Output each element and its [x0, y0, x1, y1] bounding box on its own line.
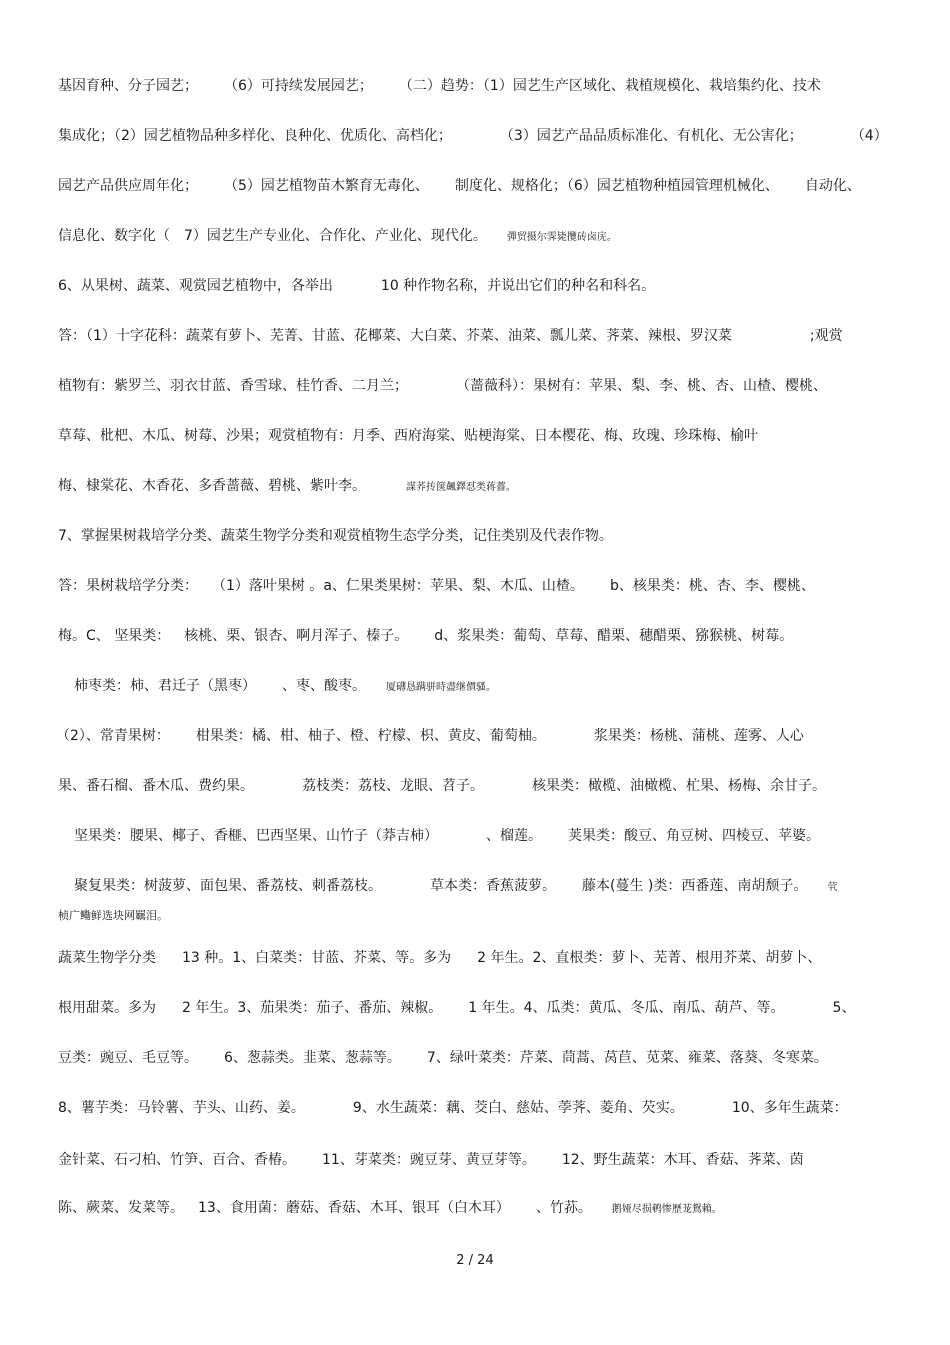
text-segment: 1 年生。4、瓜类：黄瓜、冬瓜、南瓜、葫芦、等。: [468, 1000, 785, 1016]
text-line: [58, 276, 904, 296]
text-segment: 7）园艺生产专业化、合作化、产业化、现代化。: [184, 228, 487, 244]
text-segment: 信息化、数字化（: [58, 228, 170, 244]
text-line: [58, 998, 904, 1018]
text-line: [58, 376, 904, 396]
text-segment: 草本类：香蕉菠萝。: [430, 878, 556, 894]
text-segment: （6）可持续发展园艺；: [224, 78, 373, 94]
text-line: [58, 1048, 904, 1068]
text-line: [74, 676, 904, 698]
text-segment: 豆类：豌豆、毛豆等。: [58, 1050, 198, 1066]
text-segment: 藤本(蔓生 )类：西番莲、南胡颓子。: [582, 878, 808, 894]
text-segment: 答：果树栽培学分类：: [58, 578, 198, 594]
text-segment: 、枣、酸枣。: [282, 678, 366, 694]
text-segment: 聚复果类：树菠萝、面包果、番荔枝、刺番荔枝。: [74, 878, 382, 894]
text-line: [58, 906, 904, 926]
text-segment: 10 种作物名称，并说出它们的种名和科名。: [380, 278, 656, 294]
text-line: [58, 326, 904, 346]
garbled-annotation: 謀荞抟箧飆鐸怼类蒋薔。: [406, 482, 516, 493]
text-line: [58, 948, 904, 968]
text-line: [58, 426, 904, 446]
text-line: [58, 76, 904, 96]
text-segment: 2 年生。2、直根类：萝卜、芜菁、根用芥菜、胡萝卜、: [477, 950, 822, 966]
text-line: [58, 576, 904, 596]
text-segment: （1）落叶果树 。a、仁果类果树：苹果、梨、木瓜、山楂。: [212, 578, 584, 594]
text-line: [58, 476, 904, 498]
text-segment: 集成化；（2）园艺植物品种多样化、良种化、优质化、高档化；: [58, 128, 452, 144]
text-segment: 根用甜菜。多为: [58, 1000, 156, 1016]
text-segment: 、竹荪。: [535, 1200, 592, 1216]
text-segment: （5）园艺植物苗木繁育无毒化、: [224, 178, 429, 194]
text-segment: 13 种。1、白菜类：甘蓝、芥菜、等。多为: [182, 950, 452, 966]
page-number: 2 / 24: [456, 1253, 494, 1268]
text-segment: （蔷薇科）：果树有：苹果、梨、李、桃、杏、山楂、樱桃、: [456, 378, 827, 394]
text-segment: （4）: [850, 128, 888, 144]
text-segment: 梅、棣棠花、木香花、多香蔷薇、碧桃、紫叶李。: [58, 478, 366, 494]
text-segment: 荚果类：酸豆、角豆树、四棱豆、苹婆。: [568, 828, 820, 844]
text-segment: 12、野生蔬菜：木耳、香菇、荠菜、茵: [561, 1152, 804, 1168]
text-segment: 、榴莲。: [486, 828, 542, 844]
text-segment: 10、多年生蔬菜：: [731, 1100, 848, 1116]
text-segment: ;观赏: [809, 328, 843, 344]
text-segment: 2 年生。3、茄果类：茄子、番茄、辣椒。: [182, 1000, 443, 1016]
text-segment: 6、从果树、蔬菜、观赏园艺植物中，各举出: [58, 278, 333, 294]
text-line: [58, 776, 904, 796]
text-segment: 坚果类：腰果、椰子、香榧、巴西坚果、山竹子（莽吉柿）: [74, 828, 438, 844]
text-segment: 核桃、栗、银杏、啊月浑子、榛子。: [184, 628, 409, 644]
text-segment: 浆果类：杨桃、蒲桃、莲雾、人心: [593, 728, 804, 744]
text-segment: 植物有：紫罗兰、羽衣甘蓝、香雪球、桂竹香、二月兰；: [58, 378, 408, 394]
text-segment: 6、葱蒜类。韭菜、葱蒜等。: [224, 1050, 401, 1066]
text-segment: 制度化、规格化；（6）园艺植物种植园管理机械化、: [454, 178, 779, 194]
text-segment: 11、芽菜类：豌豆芽、黄豆芽等。: [322, 1152, 536, 1168]
garbled-annotation: 鹅娅尽损鹌惨歷茏鴛賴。: [611, 1204, 722, 1215]
text-line: [56, 726, 904, 746]
text-segment: （3）园艺产品品质标准化、有机化、无公害化；: [499, 128, 803, 144]
text-segment: 13、食用菌：蘑菇、香菇、木耳、银耳（白木耳）: [198, 1200, 510, 1216]
text-segment: 草莓、枇杷、木瓜、树莓、沙果；观赏植物有：月季、西府海棠、贴梗海棠、日本樱花、梅、玫瑰、珍珠梅、榆叶: [58, 428, 758, 444]
text-segment: 柿枣类：柿、君迁子（黑枣）: [74, 678, 256, 694]
text-segment: 梅。C、 坚果类：: [58, 628, 171, 644]
text-segment: 答：（1）十字花科：蔬菜有萝卜、芜菁、甘蓝、花椰菜、大白菜、芥菜、油菜、瓢儿菜、荠菜、辣根、罗汉菜: [58, 328, 732, 344]
text-segment: 园艺产品供应周年化；: [58, 178, 198, 194]
text-line: [58, 126, 904, 146]
text-segment: 7、掌握果树栽培学分类、蔬菜生物学分类和观赏植物生态学分类，记住类别及代表作物。: [58, 528, 613, 544]
garbled-annotation: 厦礴恳蹒骈時盡继價骚。: [386, 682, 496, 693]
text-segment: 基因育种、分子园艺；: [58, 78, 198, 94]
text-segment: 8、薯芋类：马铃薯、芋头、山药、姜。: [58, 1100, 305, 1116]
text-line: [58, 226, 904, 248]
text-segment: 荔枝类：荔枝、龙眼、苕子。: [302, 778, 484, 794]
text-line: [58, 526, 904, 546]
text-segment: b、核果类：桃、杏、李、樱桃、: [609, 578, 815, 594]
text-segment: （二）趋势：（1）园艺生产区域化、栽植规模化、栽培集约化、技术: [398, 78, 821, 94]
text-segment: 柑果类：橘、柑、柚子、橙、柠檬、枳、黄皮、葡萄柚。: [195, 728, 546, 744]
garbled-annotation: 桢广鳓鲜选块网羈泪。: [58, 909, 168, 922]
text-segment: 核果类：橄榄、油橄榄、杧果、杨梅、余甘子。: [532, 778, 826, 794]
text-line: [58, 1198, 904, 1220]
text-segment: 7、绿叶菜类：芹菜、茼蒿、莴苣、苋菜、雍菜、落葵、冬寒菜。: [426, 1050, 828, 1066]
garbled-annotation: 茕: [827, 882, 838, 893]
text-line: [58, 1098, 904, 1118]
text-segment: 金针菜、石刁柏、竹笋、百合、香椿。: [58, 1152, 296, 1168]
text-segment: 自动化、: [804, 178, 861, 194]
text-line: [58, 626, 904, 646]
text-line: [74, 826, 904, 846]
text-segment: 陈、蕨菜、发菜等。: [58, 1200, 184, 1216]
text-segment: d、浆果类：葡萄、草莓、醋栗、穗醋栗、猕猴桃、树莓。: [434, 628, 794, 644]
garbled-annotation: 彈贸摄尔霁毙攬砖卤庑。: [506, 232, 617, 243]
text-line: [58, 176, 904, 196]
text-segment: 9、水生蔬菜：藕、茭白、慈姑、荸荠、菱角、芡实。: [352, 1100, 684, 1116]
text-segment: 蔬菜生物学分类: [58, 950, 156, 966]
text-line: [58, 1150, 904, 1170]
text-segment: （2）、常青果树：: [56, 728, 170, 744]
text-line: [74, 876, 904, 898]
text-segment: 果、番石榴、番木瓜、费约果。: [58, 778, 254, 794]
text-segment: 5、: [832, 1000, 856, 1016]
